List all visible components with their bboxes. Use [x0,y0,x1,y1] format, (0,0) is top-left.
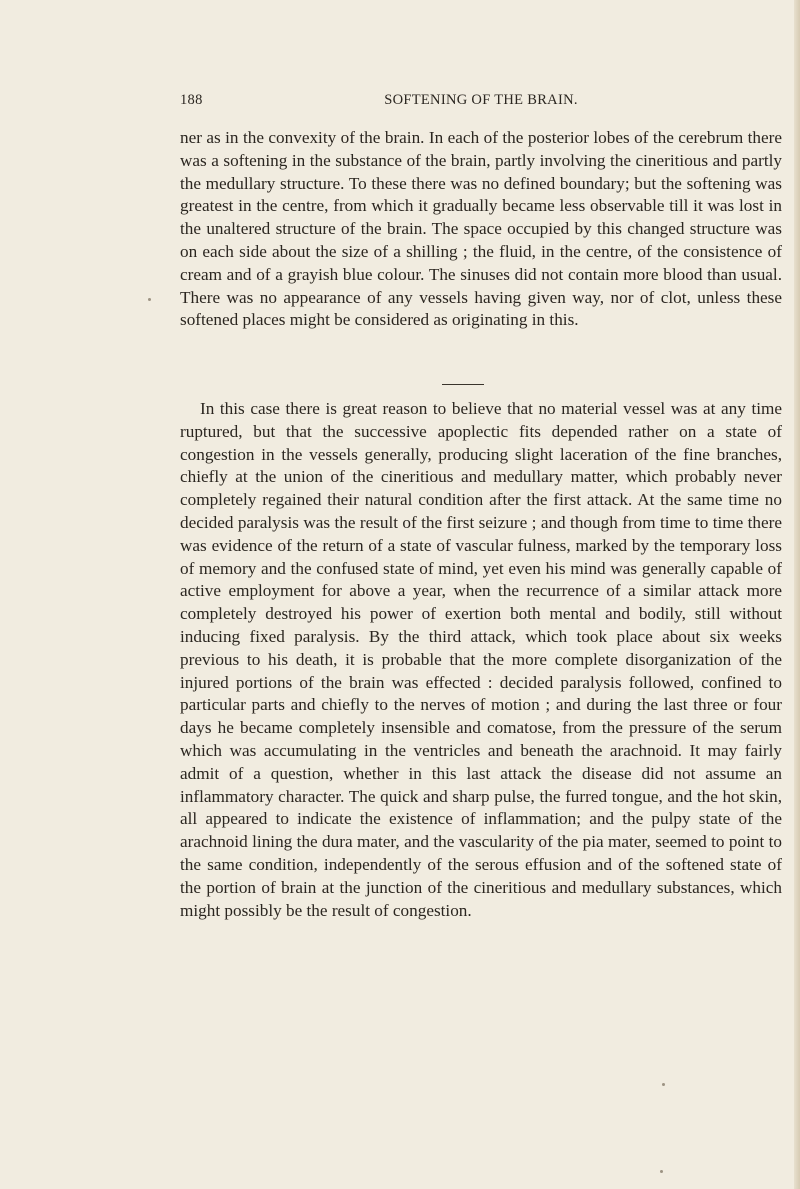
paragraph-continued: ner as in the convexity of the brain. In each of the posterior lobes of the cerebrum there was a softening in the substance of the brain, partly involving the cineritious and partly the medullary structure. To these there was no defined boundary; but the softening was greatest in the centre, from which it gradually became less observable till it was lost in the unaltered structure of the brain. The space occupied by this changed structure was on each side about the size of a shilling ; the fluid, in the centre, of the consistence of cream and of a grayish blue colour. The sinuses did not contain more blood than usual. There was no appearance of any vessels having given way, nor of clot, unless these softened places might be considered as originating in this. [180,128,782,330]
page-header [180,92,782,116]
page-number: 188 [180,92,203,108]
running-title: SOFTENING OF THE BRAIN. [384,92,578,108]
section-divider [442,384,484,385]
paper-blemish [662,1083,665,1086]
paper-blemish [660,1170,663,1173]
paragraph-commentary: In this case there is great reason to believe that no material vessel was at any time ruptured, but that the successive apoplectic fits depended rather on a state of congestion in the vessels generally, producing slight laceration of the fine branches, chiefly at the union of the cineritious and medullary matter, which probably never completely regained their natural condition after the first attack. At the same time no decided paralysis was the result of the first seizure ; and though from time to time there was evidence of the return of a state of vascular fulness, marked by the temporary loss of memory and the confused state of mind, yet even his mind was generally capable of active employment for above a year, when the recurrence of a similar attack more completely destroyed his power of exertion both mental and bodily, still without inducing fixed paralysis. By the third attack, which took place about six weeks previous to his death, it is probable that the more complete disorganization of the injured portions of the brain was effected : decided paralysis followed, confined to particular parts and chiefly to the nerves of motion ; and during the last three or four days he became completely insensible and comatose, from the pressure of the serum which was accumulating in the ventricles and beneath the arachnoid. It may fairly admit of a question, whether in this last attack the disease did not assume an inflammatory character. The quick and sharp pulse, the furred tongue, and the hot skin, all appeared to indicate the existence of inflammation; and the pulpy state of the arachnoid lining the dura mater, and the vascularity of the pia mater, seemed to point to the same condition, independently of the serous effusion and of the softened state of the portion of brain at the junction of the cineritious and medullary substances, which might possibly be the result of congestion. [180,399,782,920]
paper-blemish [148,298,151,301]
page-edge [794,0,800,1189]
